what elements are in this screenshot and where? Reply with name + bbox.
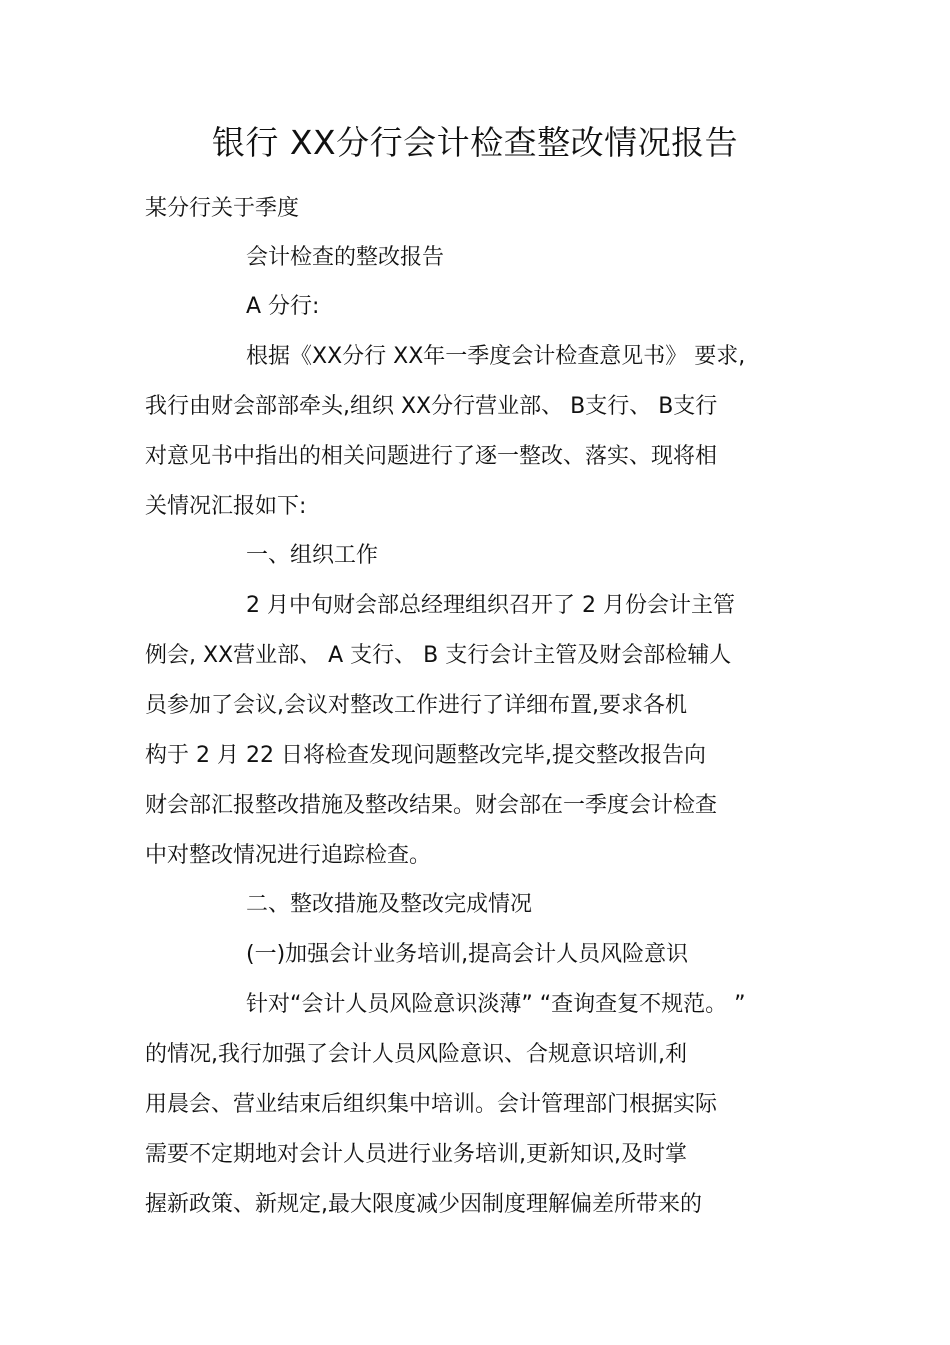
- text-line: 2 月中旬财会部总经理组织召开了 2 月份会计主管: [246, 593, 735, 618]
- text-line: 针对“会计人员风险意识淡薄” “查询查复不规范。 ”: [246, 992, 746, 1017]
- document-title: 银行 XX分行会计检查整改情况报告: [211, 123, 739, 162]
- text-line: 中对整改情况进行追踪检查。: [145, 843, 432, 868]
- text-line: 我行由财会部部牵头,组织 XX分行营业部、 B支行、 B支行: [145, 394, 718, 419]
- section-heading: 二、整改措施及整改完成情况: [246, 892, 533, 917]
- text-line: 握新政策、新规定,最大限度减少因制度理解偏差所带来的: [145, 1192, 702, 1217]
- text-line: 关情况汇报如下:: [145, 494, 307, 519]
- text-line: A 分行:: [246, 294, 320, 319]
- text-line: 某分行关于季度: [145, 196, 300, 221]
- text-line: 构于 2 月 22 日将检查发现问题整改完毕,提交整改报告向: [145, 743, 706, 768]
- text-line: 员参加了会议,会议对整改工作进行了详细布置,要求各机: [145, 693, 687, 718]
- text-line: 财会部汇报整改措施及整改结果。财会部在一季度会计检查: [145, 793, 718, 818]
- text-line: 根据《XX分行 XX年一季度会计检查意见书》 要求,: [246, 344, 746, 369]
- text-line: 用晨会、营业结束后组织集中培训。会计管理部门根据实际: [145, 1092, 718, 1117]
- text-line: 例会, XX营业部、 A 支行、 B 支行会计主管及财会部检辅人: [145, 643, 732, 668]
- text-line: 对意见书中指出的相关问题进行了逐一整改、落实、现将相: [145, 444, 718, 469]
- text-line: 需要不定期地对会计人员进行业务培训,更新知识,及时掌: [145, 1142, 687, 1167]
- text-line: 会计检查的整改报告: [246, 245, 445, 270]
- text-line: 的情况,我行加强了会计人员风险意识、合规意识培训,利: [145, 1042, 687, 1067]
- subsection-heading: (一)加强会计业务培训,提高会计人员风险意识: [246, 942, 689, 967]
- section-heading: 一、组织工作: [246, 543, 379, 568]
